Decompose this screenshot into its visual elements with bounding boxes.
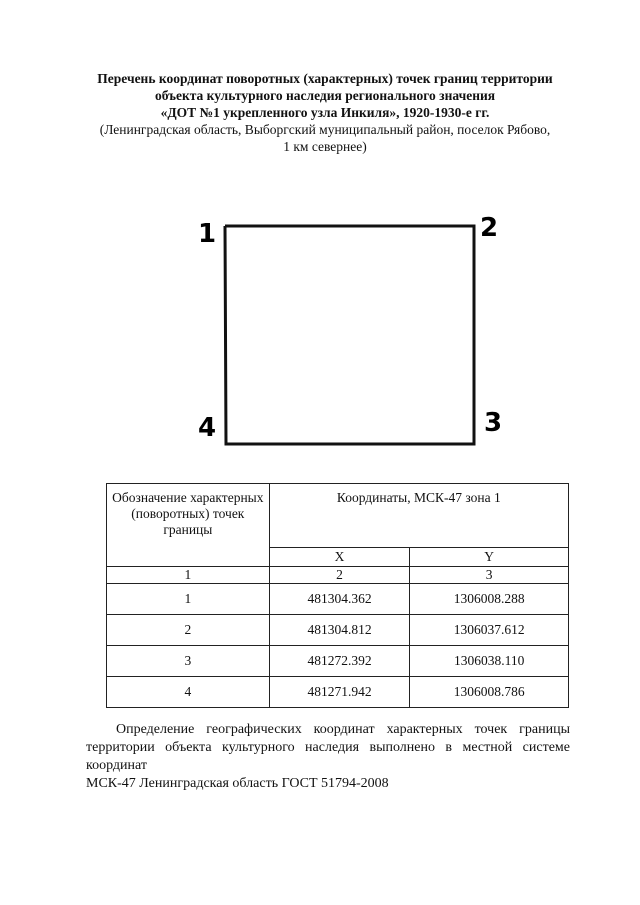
footnote-line-1: Определение географических координат характерных точек границы <box>116 722 570 737</box>
point-id: 2 <box>107 615 270 646</box>
coordinates-table <box>106 483 569 708</box>
coord-x: 481304.812 <box>269 615 410 646</box>
footnote-paragraph <box>86 721 570 793</box>
column-number-3: 3 <box>410 567 569 584</box>
point-id: 1 <box>107 584 270 615</box>
coord-x: 481272.392 <box>269 646 410 677</box>
footnote-line-2: территории объекта культурного наследия выполнено в местной системе координат <box>86 740 570 773</box>
point-id: 4 <box>107 677 270 708</box>
title-location-line-2: 1 км севернее) <box>283 139 367 154</box>
document-title <box>80 70 570 155</box>
boundary-diagram <box>190 200 510 460</box>
point-label-3: 3 <box>484 408 503 438</box>
column-number-1: 1 <box>107 567 270 584</box>
point-label-4: 4 <box>198 413 217 443</box>
coord-y: 1306037.612 <box>410 615 569 646</box>
point-label-2: 2 <box>480 213 499 243</box>
coord-y: 1306008.288 <box>410 584 569 615</box>
title-line-2: объекта культурного наследия регионального значения <box>154 88 496 103</box>
table-row <box>107 646 569 677</box>
table-row <box>107 677 569 708</box>
header-x: X <box>269 548 410 567</box>
footnote-line-3: МСК-47 Ленинградская область ГОСТ 51794-2008 <box>86 776 389 791</box>
table-row <box>107 584 569 615</box>
header-y: Y <box>410 548 569 567</box>
coord-y: 1306038.110 <box>410 646 569 677</box>
column-number-2: 2 <box>269 567 410 584</box>
title-line-1: Перечень координат поворотных (характерных) точек границ территории <box>97 71 553 86</box>
header-point-designation: Обозначение характерных (поворотных) точек границы <box>107 484 270 567</box>
boundary-polygon <box>225 226 474 444</box>
coord-x: 481304.362 <box>269 584 410 615</box>
table-row <box>107 615 569 646</box>
coord-x: 481271.942 <box>269 677 410 708</box>
title-line-3: «ДОТ №1 укрепленного узла Инкиля», 1920-1930-е гг. <box>160 105 490 120</box>
coord-y: 1306008.786 <box>410 677 569 708</box>
point-id: 3 <box>107 646 270 677</box>
title-location-line-1: (Ленинградская область, Выборгский муниципальный район, поселок Рябово, <box>99 122 551 137</box>
point-label-1: 1 <box>198 219 217 249</box>
header-coordinates: Координаты, МСК-47 зона 1 <box>269 484 568 548</box>
